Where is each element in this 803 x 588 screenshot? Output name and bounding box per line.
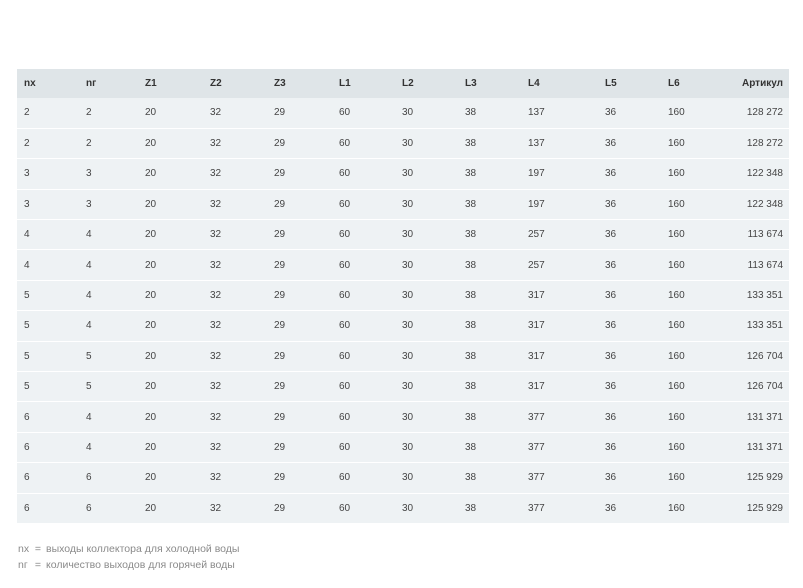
table-cell: 36	[598, 311, 661, 341]
table-row	[17, 159, 789, 189]
table-cell: 32	[203, 432, 267, 462]
table-row	[17, 311, 789, 341]
table-cell: 29	[267, 311, 332, 341]
table-cell: 160	[661, 463, 727, 493]
table-cell: 5	[79, 372, 138, 402]
table-cell: 30	[395, 311, 458, 341]
table-cell: 32	[203, 250, 267, 280]
table-cell: 20	[138, 220, 203, 250]
table-cell: 113 674	[727, 220, 789, 250]
table-cell: 160	[661, 128, 727, 158]
table-cell: 3	[79, 189, 138, 219]
table-cell: 4	[79, 250, 138, 280]
column-header: Z1	[145, 78, 157, 89]
table-cell: 20	[138, 189, 203, 219]
table-cell: 197	[521, 189, 598, 219]
table-cell: 5	[17, 280, 79, 310]
table-cell: 60	[332, 463, 395, 493]
table-row	[17, 189, 789, 219]
table-cell: 160	[661, 493, 727, 523]
table-cell: 20	[138, 463, 203, 493]
column-header: L2	[402, 78, 414, 89]
note-cold-outlets	[18, 541, 239, 557]
table-cell: 60	[332, 250, 395, 280]
table-cell: 317	[521, 280, 598, 310]
table-cell: 60	[332, 432, 395, 462]
table-cell: 38	[458, 341, 521, 371]
table-cell: 6	[79, 463, 138, 493]
table-cell: 2	[79, 128, 138, 158]
table-cell: 126 704	[727, 372, 789, 402]
column-header: nх	[24, 78, 36, 89]
table-cell: 160	[661, 311, 727, 341]
table-cell: 38	[458, 493, 521, 523]
table-cell: 38	[458, 311, 521, 341]
table-cell: 38	[458, 220, 521, 250]
legend-notes	[18, 541, 239, 573]
table-row	[17, 402, 789, 432]
note-equals: =	[34, 543, 42, 555]
table-cell: 38	[458, 402, 521, 432]
table-cell: 38	[465, 107, 477, 119]
table-cell: 32	[203, 159, 267, 189]
table-cell: 38	[458, 372, 521, 402]
table-cell: 29	[267, 220, 332, 250]
table-cell: 160	[661, 189, 727, 219]
table-cell: 20	[138, 128, 203, 158]
table-cell: 36	[598, 372, 661, 402]
table-cell: 20	[145, 107, 157, 119]
table-row	[17, 432, 789, 462]
table-cell: 4	[79, 402, 138, 432]
table-cell: 4	[79, 311, 138, 341]
table-cell: 38	[458, 128, 521, 158]
table-cell: 29	[267, 159, 332, 189]
table-cell: 4	[17, 250, 79, 280]
table-cell: 6	[79, 493, 138, 523]
table-cell: 30	[395, 432, 458, 462]
column-header: Z2	[210, 78, 222, 89]
table-cell: 30	[395, 402, 458, 432]
table-cell: 377	[521, 402, 598, 432]
table-cell: 29	[267, 463, 332, 493]
table-cell: 38	[458, 189, 521, 219]
table-cell: 60	[339, 107, 351, 119]
table-cell: 6	[17, 463, 79, 493]
table-cell: 36	[598, 432, 661, 462]
spec-table	[17, 69, 789, 523]
column-header: Артикул	[741, 78, 783, 89]
table-cell: 36	[598, 402, 661, 432]
table-cell: 30	[395, 463, 458, 493]
table-cell: 30	[395, 372, 458, 402]
table-cell: 137	[521, 128, 598, 158]
column-header: Z3	[274, 78, 286, 89]
table-row	[17, 98, 789, 128]
table-body	[17, 98, 789, 523]
table-cell: 4	[79, 220, 138, 250]
table-cell: 257	[521, 250, 598, 280]
table-cell: 5	[79, 341, 138, 371]
table-cell: 377	[521, 463, 598, 493]
table-cell: 60	[332, 159, 395, 189]
table-cell: 20	[138, 341, 203, 371]
table-cell: 113 674	[727, 250, 789, 280]
table-row	[17, 280, 789, 310]
table-row	[17, 372, 789, 402]
table-cell: 160	[661, 372, 727, 402]
table-cell: 137	[528, 107, 545, 119]
table-cell: 60	[332, 280, 395, 310]
table-cell: 317	[521, 341, 598, 371]
table-cell: 29	[267, 189, 332, 219]
table-cell: 160	[668, 107, 685, 119]
table-cell: 126 704	[727, 341, 789, 371]
table-cell: 20	[138, 493, 203, 523]
table-cell: 5	[17, 311, 79, 341]
table-cell: 36	[598, 220, 661, 250]
table-cell: 36	[598, 250, 661, 280]
table-row	[17, 341, 789, 371]
table-cell: 32	[203, 128, 267, 158]
table-cell: 2	[86, 107, 92, 119]
table-cell: 30	[395, 189, 458, 219]
table-cell: 197	[521, 159, 598, 189]
table-cell: 29	[267, 402, 332, 432]
table-cell: 32	[203, 341, 267, 371]
table-cell: 133 351	[727, 311, 789, 341]
table-cell: 29	[267, 372, 332, 402]
column-header: L5	[605, 78, 617, 89]
table-cell: 30	[395, 250, 458, 280]
table-cell: 36	[598, 493, 661, 523]
table-cell: 2	[24, 107, 30, 119]
table-row	[17, 128, 789, 158]
table-cell: 122 348	[727, 159, 789, 189]
table-cell: 3	[79, 159, 138, 189]
table-cell: 38	[458, 432, 521, 462]
table-cell: 128 272	[746, 107, 783, 119]
note-key: nх	[18, 543, 30, 555]
table-cell: 29	[267, 432, 332, 462]
note-hot-outlets	[18, 557, 239, 573]
table-cell: 160	[661, 402, 727, 432]
table-cell: 30	[395, 128, 458, 158]
table-cell: 36	[598, 341, 661, 371]
table-cell: 6	[17, 432, 79, 462]
table-cell: 29	[267, 128, 332, 158]
table-cell: 5	[17, 372, 79, 402]
table-cell: 125 929	[727, 493, 789, 523]
table-cell: 131 371	[727, 432, 789, 462]
note-text: выходы коллектора для холодной воды	[46, 543, 240, 555]
table-row	[17, 220, 789, 250]
table-cell: 160	[661, 341, 727, 371]
table-cell: 20	[138, 372, 203, 402]
table-cell: 125 929	[727, 463, 789, 493]
table-cell: 30	[395, 220, 458, 250]
table-cell: 160	[661, 159, 727, 189]
table-cell: 257	[521, 220, 598, 250]
table-cell: 317	[521, 372, 598, 402]
table-cell: 36	[605, 107, 617, 119]
table-cell: 29	[267, 493, 332, 523]
table-row	[17, 493, 789, 523]
table-cell: 20	[138, 280, 203, 310]
table-cell: 30	[402, 107, 414, 119]
table-cell: 32	[203, 372, 267, 402]
table-cell: 60	[332, 128, 395, 158]
table-cell: 32	[203, 220, 267, 250]
table-cell: 20	[138, 402, 203, 432]
table-cell: 38	[458, 250, 521, 280]
column-header: L4	[528, 78, 540, 89]
table-cell: 3	[17, 189, 79, 219]
table-cell: 36	[598, 159, 661, 189]
table-cell: 32	[203, 463, 267, 493]
table-cell: 160	[661, 280, 727, 310]
column-header: nг	[86, 78, 97, 89]
table-cell: 30	[395, 341, 458, 371]
column-header: L1	[339, 78, 351, 89]
table-cell: 160	[661, 250, 727, 280]
table-cell: 2	[17, 128, 79, 158]
table-cell: 32	[203, 402, 267, 432]
table-cell: 20	[138, 311, 203, 341]
table-cell: 60	[332, 341, 395, 371]
column-header: L3	[465, 78, 477, 89]
table-cell: 32	[210, 107, 222, 119]
note-text: количество выходов для горячей воды	[46, 559, 235, 571]
table-cell: 6	[17, 493, 79, 523]
note-equals: =	[34, 559, 42, 571]
table-cell: 32	[203, 189, 267, 219]
table-cell: 377	[521, 432, 598, 462]
table-cell: 128 272	[727, 128, 789, 158]
table-cell: 60	[332, 493, 395, 523]
table-cell: 20	[138, 432, 203, 462]
table-cell: 29	[274, 107, 286, 119]
table-cell: 36	[598, 189, 661, 219]
table-cell: 29	[267, 250, 332, 280]
table-cell: 377	[521, 493, 598, 523]
table-cell: 6	[17, 402, 79, 432]
table-cell: 32	[203, 493, 267, 523]
table-cell: 36	[598, 280, 661, 310]
table-cell: 122 348	[727, 189, 789, 219]
table-cell: 60	[332, 189, 395, 219]
table-cell: 36	[598, 463, 661, 493]
table-cell: 38	[458, 280, 521, 310]
table-cell: 4	[17, 220, 79, 250]
table-cell: 160	[661, 220, 727, 250]
table-cell: 30	[395, 280, 458, 310]
table-row	[17, 463, 789, 493]
table-cell: 32	[203, 280, 267, 310]
table-cell: 30	[395, 159, 458, 189]
table-cell: 60	[332, 402, 395, 432]
table-cell: 30	[395, 493, 458, 523]
table-header-row	[17, 69, 789, 98]
table-cell: 3	[17, 159, 79, 189]
note-key: nг	[18, 559, 28, 571]
table-cell: 60	[332, 220, 395, 250]
table-cell: 60	[332, 311, 395, 341]
table-cell: 133 351	[727, 280, 789, 310]
table-cell: 160	[661, 432, 727, 462]
table-cell: 4	[79, 432, 138, 462]
table-cell: 5	[17, 341, 79, 371]
table-cell: 29	[267, 341, 332, 371]
table-cell: 29	[267, 280, 332, 310]
column-header: L6	[668, 78, 680, 89]
table-row	[17, 250, 789, 280]
table-cell: 32	[203, 311, 267, 341]
spec-table-container	[17, 69, 789, 523]
table-cell: 60	[332, 372, 395, 402]
table-cell: 36	[598, 128, 661, 158]
table-cell: 131 371	[727, 402, 789, 432]
table-cell: 38	[458, 463, 521, 493]
table-cell: 20	[138, 159, 203, 189]
table-cell: 317	[521, 311, 598, 341]
table-cell: 38	[458, 159, 521, 189]
table-cell: 20	[138, 250, 203, 280]
table-cell: 4	[79, 280, 138, 310]
